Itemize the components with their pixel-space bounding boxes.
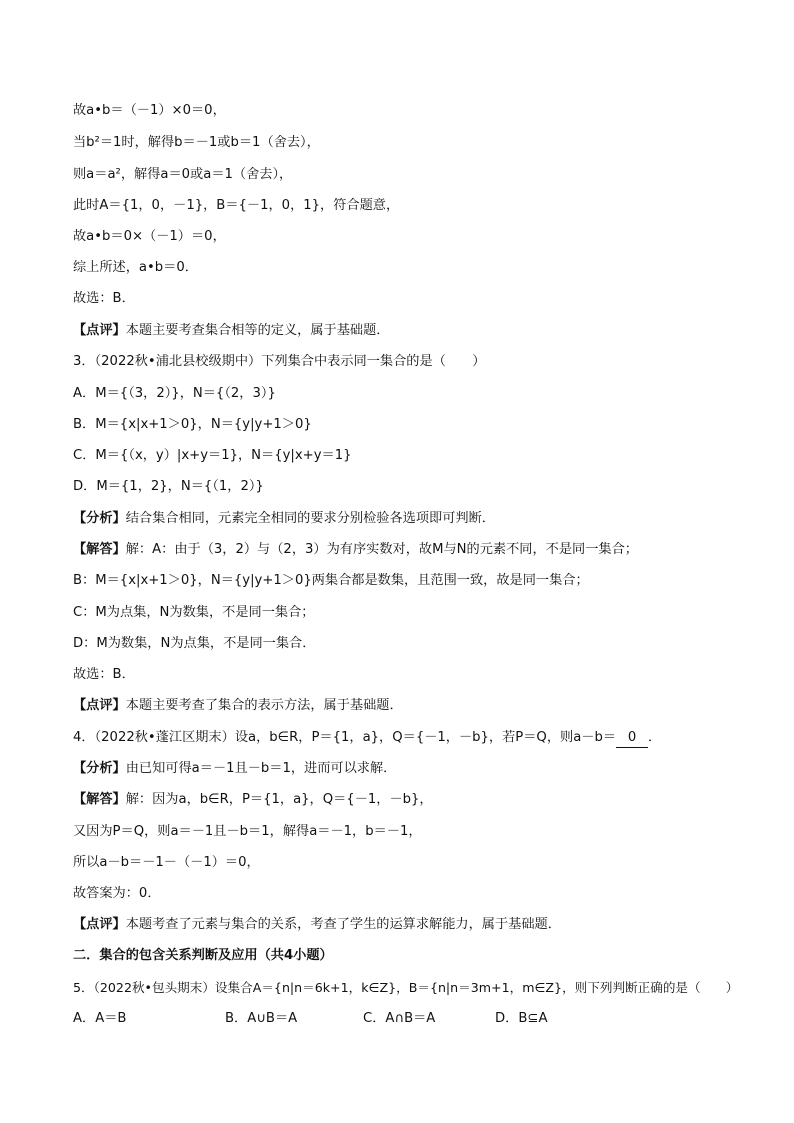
q4-solution-first xyxy=(73,791,433,809)
q3-analysis xyxy=(73,510,495,528)
q2-comment xyxy=(73,322,390,340)
q5-options xyxy=(73,1010,547,1028)
q4-stem-text: 4．（2022秋•蓬江区期末）设a，b∈R，P＝{1，a}，Q＝{－1，－b}，若P＝Q，则a－b＝ xyxy=(73,730,617,745)
text-line: 此时A＝{1，0，－1}，B＝{－1，0，1}，符合题意， xyxy=(73,198,400,213)
solution-line: 所以a－b＝－1－（－1）＝0， xyxy=(73,855,260,870)
comment-tag: 【点评】 xyxy=(73,323,126,338)
text-line: 当b²＝1时，解得b＝－1或b＝1（舍去）， xyxy=(73,135,320,150)
text-line: 故a•b＝（－1）×0＝0， xyxy=(73,103,226,118)
q5-stem: 5．（2022秋•包头期末）设集合A＝{n|n＝6k+1，k∈Z}，B＝{n|n＝3m+1，m∈Z}，则下列判断正确的是（ ） xyxy=(73,980,739,995)
q4-comment xyxy=(73,916,561,934)
answer-blank: 0 xyxy=(616,729,648,748)
solution-tag: 【解答】 xyxy=(73,792,126,807)
q3-option-b: B．M＝{x|x+1＞0}，N＝{y|y+1＞0} xyxy=(73,417,312,432)
comment-text: 本题主要考查集合相等的定义，属于基础题． xyxy=(125,323,390,338)
q4-stem-end: ． xyxy=(648,730,662,745)
text-line: 综上所述，a•b＝0． xyxy=(73,260,198,275)
solution-tag: 【解答】 xyxy=(73,542,126,557)
solution-text: 解：A：由于（3，2）与（2，3）为有序实数对，故M与N的元素不同，不是同一集合； xyxy=(125,542,638,557)
analysis-text: 由已知可得a＝－1且－b＝1，进而可以求解． xyxy=(125,761,397,776)
q5-option-c: C．A∩B＝A xyxy=(363,1011,436,1026)
analysis-tag: 【分析】 xyxy=(73,761,126,776)
analysis-text: 结合集合相同，元素完全相同的要求分别检验各选项即可判断． xyxy=(125,511,495,526)
solution-line: 又因为P＝Q，则a＝－1且－b＝1，解得a＝－1，b＝－1， xyxy=(73,824,422,839)
q4-stem xyxy=(73,729,661,748)
comment-tag: 【点评】 xyxy=(73,917,126,932)
comment-text: 本题考查了元素与集合的关系，考查了学生的运算求解能力，属于基础题． xyxy=(125,917,561,932)
q3-option-d: D．M＝{1，2}，N＝{（1，2）} xyxy=(73,479,264,494)
text-line: 故a•b＝0×（－1）＝0， xyxy=(73,229,226,244)
q3-option-c: C．M＝{（x，y）|x+y＝1}，N＝{y|x+y＝1} xyxy=(73,448,352,463)
q5-option-d: D．B⊆A xyxy=(495,1011,548,1026)
q4-analysis xyxy=(73,760,396,778)
text-line: 则a＝a²，解得a＝0或a＝1（舍去）， xyxy=(73,167,293,182)
solution-line: 故答案为：0． xyxy=(73,886,161,901)
text-line: 故选：B． xyxy=(73,291,135,306)
q3-solution-first xyxy=(73,541,638,559)
solution-text: 解：因为a，b∈R，P＝{1，a}，Q＝{－1，－b}， xyxy=(125,792,433,807)
q3-stem: 3．（2022秋•浦北县校级期中）下列集合中表示同一集合的是（ ） xyxy=(73,354,486,369)
solution-line: 故选：B． xyxy=(73,667,135,682)
comment-tag: 【点评】 xyxy=(73,698,126,713)
section-heading: 二．集合的包含关系判断及应用（共4小题） xyxy=(73,948,333,963)
solution-line: C：M为点集，N为数集，不是同一集合； xyxy=(73,605,315,620)
q5-option-a: A．A＝B xyxy=(73,1011,127,1026)
solution-line: D：M为数集，N为点集，不是同一集合． xyxy=(73,636,316,651)
q3-option-a: A．M＝{（3，2）}，N＝{（2，3）} xyxy=(73,386,276,401)
analysis-tag: 【分析】 xyxy=(73,511,126,526)
solution-line: B：M＝{x|x+1＞0}，N＝{y|y+1＞0}两集合都是数集，且范围一致，故是同一集合； xyxy=(73,573,589,588)
q3-comment xyxy=(73,697,403,715)
q5-option-b: B．A∪B＝A xyxy=(225,1011,298,1026)
comment-text: 本题主要考查了集合的表示方法，属于基础题． xyxy=(125,698,403,713)
